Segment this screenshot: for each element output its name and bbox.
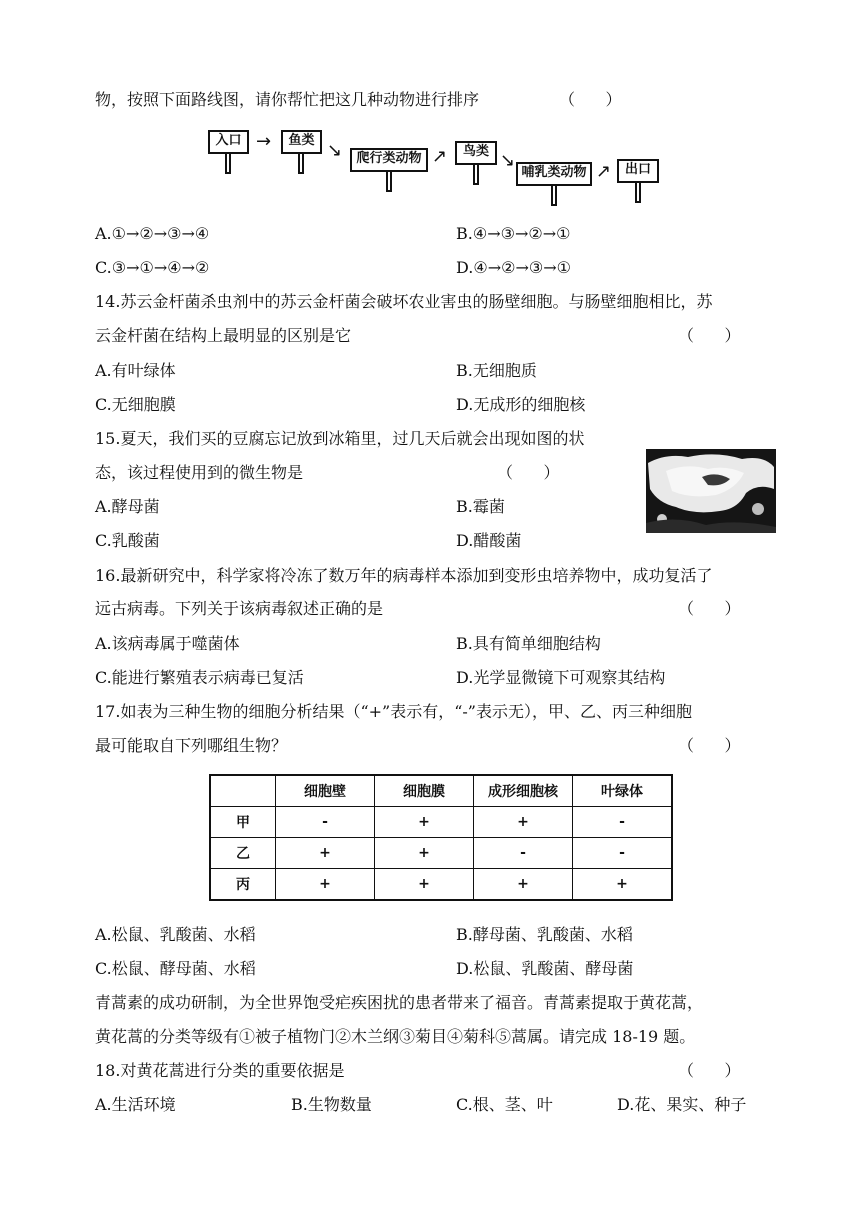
q15-stem-line2: 态，该过程使用到的微生物是 xyxy=(95,463,304,482)
q17-stem-line2: 最可能取自下列哪组生物？ xyxy=(95,736,288,755)
table-cell: + xyxy=(375,807,474,838)
table-cell: - xyxy=(276,807,375,838)
arrow-icon: ↗ xyxy=(596,161,612,182)
q16-stem-line1: 16.最新研究中，科学家将冷冻了数万年的病毒样本添加到变形虫培养物中，成功复活了 xyxy=(95,566,713,585)
q13-option-b: B.④→③→②→① xyxy=(456,224,571,243)
q15-option-c: C.乳酸菌 xyxy=(95,531,160,550)
sign-post xyxy=(298,154,304,174)
arrow-icon: → xyxy=(256,131,272,152)
table-row xyxy=(210,807,672,838)
q15-stem-line1: 15.夏天，我们买的豆腐忘记放到冰箱里，过几天后就会出现如图的状 xyxy=(95,429,585,448)
table-row xyxy=(210,838,672,869)
q16-option-b: B.具有简单细胞结构 xyxy=(456,634,601,653)
table-cell: + xyxy=(573,869,673,901)
q18-option-a: A.生活环境 xyxy=(95,1095,176,1114)
sign-post xyxy=(635,183,641,203)
table-header-cell xyxy=(210,775,276,807)
q15-option-a: A.酵母菌 xyxy=(95,497,160,516)
moldy-tofu-image xyxy=(646,449,776,533)
q14-stem-line1: 14.苏云金杆菌杀虫剂中的苏云金杆菌会破坏农业害虫的肠壁细胞。与肠壁细胞相比，苏 xyxy=(95,292,713,311)
q17-option-d: D.松鼠、乳酸菌、酵母菌 xyxy=(456,959,634,978)
q14-stem-line2: 云金杆菌在结构上最明显的区别是它 xyxy=(95,326,352,345)
table-row-header: 丙 xyxy=(210,869,276,901)
q16-answer-blank: （ ） xyxy=(678,599,741,618)
q18-option-b: B.生物数量 xyxy=(291,1095,372,1114)
table-cell: - xyxy=(474,838,573,869)
q17-answer-blank: （ ） xyxy=(678,736,741,755)
q18-option-c: C.根、茎、叶 xyxy=(456,1095,553,1114)
table-cell: + xyxy=(276,869,375,901)
sign-entrance-label: 入口 xyxy=(208,130,249,154)
sign-reptile-label: 爬行类动物 xyxy=(350,148,428,172)
table-cell: + xyxy=(276,838,375,869)
table-cell: + xyxy=(375,869,474,901)
intro-line2: 黄花蒿的分类等级有①被子植物门②木兰纲③菊目④菊科⑤蒿属。请完成 18-19 题。 xyxy=(95,1027,696,1046)
table-cell: + xyxy=(375,838,474,869)
q14-option-a: A.有叶绿体 xyxy=(95,361,176,380)
sign-mammal-label: 哺乳类动物 xyxy=(516,162,592,186)
q17-option-b: B.酵母菌、乳酸菌、水稻 xyxy=(456,925,633,944)
q13-option-a: A.①→②→③→④ xyxy=(95,224,210,243)
table-cell: + xyxy=(474,869,573,901)
q13-option-c: C.③→①→④→② xyxy=(95,258,210,277)
table-cell: + xyxy=(474,807,573,838)
table-header-cell: 成形细胞核 xyxy=(474,775,573,807)
sign-exit-label: 出口 xyxy=(617,159,659,183)
table-header-cell: 叶绿体 xyxy=(573,775,673,807)
sign-fish-label: 鱼类 xyxy=(281,130,322,154)
q17-option-a: A.松鼠、乳酸菌、水稻 xyxy=(95,925,256,944)
table-header-cell: 细胞膜 xyxy=(375,775,474,807)
q18-stem: 18.对黄花蒿进行分类的重要依据是 xyxy=(95,1061,345,1080)
q15-answer-blank: （ ） xyxy=(497,463,560,482)
arrow-icon: ↘ xyxy=(500,150,516,171)
q14-option-c: C.无细胞膜 xyxy=(95,395,176,414)
sign-bird-label: 鸟类 xyxy=(455,141,497,165)
q14-answer-blank: （ ） xyxy=(678,326,741,345)
q16-stem-line2: 远古病毒。下列关于该病毒叙述正确的是 xyxy=(95,599,384,618)
table-row xyxy=(210,869,672,901)
q18-answer-blank: （ ） xyxy=(678,1061,741,1080)
q17-option-c: C.松鼠、酵母菌、水稻 xyxy=(95,959,256,978)
table-row-header: 乙 xyxy=(210,838,276,869)
table-header-cell: 细胞壁 xyxy=(276,775,375,807)
q18-option-d: D.花、果实、种子 xyxy=(617,1095,747,1114)
q14-option-b: B.无细胞质 xyxy=(456,361,537,380)
table-header-row xyxy=(210,775,672,807)
q13-stem-tail: 物，按照下面路线图，请你帮忙把这几种动物进行排序 xyxy=(95,90,480,109)
table-cell: - xyxy=(573,807,673,838)
sign-post xyxy=(473,165,479,185)
sign-post xyxy=(551,186,557,206)
cell-analysis-table xyxy=(209,774,673,901)
arrow-icon: ↗ xyxy=(432,146,448,167)
q13-option-d: D.④→②→③→① xyxy=(456,258,571,277)
q15-option-d: D.醋酸菌 xyxy=(456,531,522,550)
table-row-header: 甲 xyxy=(210,807,276,838)
sign-post xyxy=(386,172,392,192)
table-cell: - xyxy=(573,838,673,869)
q14-option-d: D.无成形的细胞核 xyxy=(456,395,586,414)
sign-post xyxy=(225,154,231,174)
q13-answer-blank: （ ） xyxy=(559,90,622,109)
q17-stem-line1: 17.如表为三种生物的细胞分析结果（“+”表示有，“-”表示无），甲、乙、丙三种细胞 xyxy=(95,702,692,721)
q15-option-b: B.霉菌 xyxy=(456,497,505,516)
arrow-icon: ↘ xyxy=(327,140,343,161)
q16-option-d: D.光学显微镜下可观察其结构 xyxy=(456,668,666,687)
q16-option-a: A.该病毒属于噬菌体 xyxy=(95,634,240,653)
q16-option-c: C.能进行繁殖表示病毒已复活 xyxy=(95,668,304,687)
intro-line1: 青蒿素的成功研制，为全世界饱受疟疾困扰的患者带来了福音。青蒿素提取于黄花蒿， xyxy=(95,993,704,1012)
